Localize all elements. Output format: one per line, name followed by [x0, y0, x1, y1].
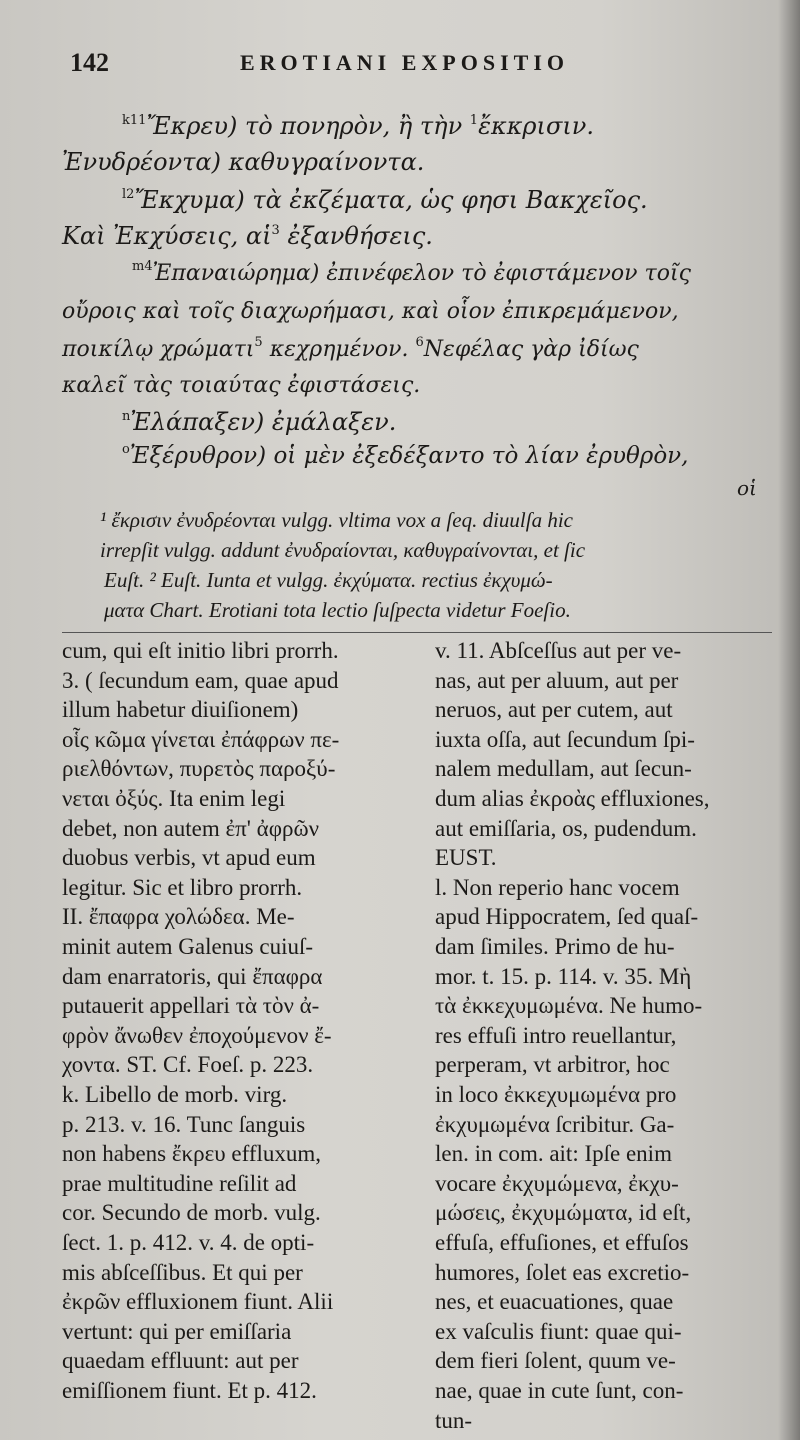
text-line: perperam, vt arbitror, hoc	[435, 1052, 670, 1078]
text-line: prae multitudine reſilit ad	[62, 1170, 297, 1196]
glossary-entry: $^o$Ἐξέρυθρον) οἱ μὲν ἐξεδέξαντο τὸ λίαν ἐρυθρὸν,	[122, 442, 689, 469]
text-line: effuſa, effuſiones, et effuſos	[435, 1230, 689, 1255]
text-line: minit autem Galenus cuiuſ-	[62, 934, 314, 959]
glossary-entry: $^{m4}$Ἐπαναιώρημα) ἐπινέφελον τὸ ἐφιστάμενον τοῖς	[132, 259, 691, 286]
text-line: v. 11. Abſceſſus aut per ve-	[435, 638, 682, 663]
text-line: II. ἔπαφρα χολώδεα. Me-	[62, 904, 295, 930]
page-edge-shadow	[778, 0, 800, 1440]
text-line: putauerit appellari τὰ τὸν ἀ-	[62, 993, 320, 1019]
text-line: τὰ ἐκκεχυμωμένα. Ne humo-	[435, 993, 703, 1019]
text-line: mor. t. 15. p. 114. v. 35. Μὴ	[435, 963, 692, 989]
glossary-entry: Ἐνυδρέοντα) καθυγραίνοντα.	[62, 148, 425, 176]
text-line: ἐκρῶν effluxionem fiunt. Alii	[62, 1289, 334, 1315]
text-line: cum, qui eſt initio libri prorrh.	[62, 638, 339, 663]
text-line: quaedam effluunt: aut per	[62, 1348, 299, 1374]
text-line: φρὸν ἄνωθεν ἐποχούμενον ἔ-	[62, 1022, 332, 1048]
running-title: EROTIANI EXPOSITIO	[240, 50, 570, 75]
text-line: vocare ἐκχυμώμενα, ἐκχυ-	[435, 1170, 679, 1196]
footnote-line: ¹ ἔκρισιν ἐνυδρέονται vulgg. vltima vox a ſeq. diuulſa hic	[100, 508, 573, 532]
text-line: mis abſceſſibus. Et qui per	[62, 1259, 303, 1285]
text-line: in loco ἐκκεχυμωμένα pro	[435, 1082, 677, 1107]
glossary-entry: ποικίλῳ χρώματι$^5$ κεχρημένον. $^6$Νεφέλας γὰρ ἰδίως	[62, 335, 639, 362]
glossary-entry: οἱ	[737, 476, 757, 500]
footnote-line: Euſt. ² Euſt. Iunta et vulgg. ἐκχύματα. rectius ἐκχυμώ-	[104, 568, 553, 592]
text-line: dam ſimiles. Primo de hu-	[435, 934, 675, 959]
text-line: legitur. Sic et libro prorrh.	[62, 874, 303, 900]
glossary-entry: $^{l2}$Ἔκχυμα) τὰ ἐκζέματα, ὡς φησι Βακχεῖος.	[122, 186, 648, 214]
text-line: ριελθόντων, πυρετὸς παροξύ-	[62, 756, 336, 782]
text-line: res effuſi intro reuellantur,	[435, 1022, 677, 1048]
text-line: duobus verbis, vt apud eum	[62, 845, 316, 871]
text-line: cor. Secundo de morb. vulg.	[62, 1200, 321, 1226]
text-line: ex vaſculis fiunt: quae qui-	[435, 1318, 682, 1344]
page-header	[70, 48, 770, 88]
text-line: EUST.	[435, 845, 497, 871]
text-line: νεται ὀξύς. Ita enim legi	[62, 786, 286, 811]
footnote-rule	[62, 632, 772, 633]
text-line: iuxta oſſa, aut ſecundum ſpi-	[435, 726, 695, 752]
text-line: neruos, aut per cutem, aut	[435, 697, 673, 723]
text-line: k. Libello de morb. virg.	[62, 1082, 288, 1107]
text-line: vertunt: qui per emiſſaria	[62, 1318, 292, 1344]
text-line: humores, ſolet eas excretio-	[435, 1259, 690, 1285]
text-line: dem fieri ſolent, quum ve-	[435, 1348, 676, 1374]
text-line: nae, quae in cute ſunt, con-	[435, 1378, 684, 1403]
footnote-line: irrepſit vulgg. addunt ἐνυδραίονται, καθυγραίνονται, et ſic	[100, 538, 586, 562]
text-line: apud Hippocratem, ſed quaſ-	[435, 904, 699, 930]
text-line: non habens ἔκρευ effluxum,	[62, 1141, 322, 1167]
text-line: len. in com. ait: Ipſe enim	[435, 1141, 672, 1167]
glossary-entry: Καὶ Ἐκχύσεις, αἱ$^3$ ἐξανθήσεις.	[62, 222, 433, 250]
text-line: emiſſionem fiunt. Et p. 412.	[62, 1378, 317, 1403]
text-line: tun-	[435, 1407, 473, 1433]
text-line: dum alias ἐκροὰς effluxiones,	[435, 786, 710, 811]
glossary-entry: $^n$Ἐλάπαξεν) ἐμάλαξεν.	[122, 408, 397, 436]
text-line: ἐκχυμωμένα ſcribitur. Ga-	[435, 1111, 675, 1137]
glossary-entry: οὔροις καὶ τοῖς διαχωρήμασι, καὶ οἷον ἐπικρεμάμενον,	[62, 299, 679, 324]
text-line: debet, non autem ἐπ' ἀφρῶν	[62, 815, 320, 841]
text-line: χοντα. ST. Cf. Foeſ. p. 223.	[62, 1052, 314, 1078]
text-line: illum habetur diuiſionem)	[62, 697, 299, 723]
text-line: nas, aut per aluum, aut per	[435, 667, 679, 693]
text-line: nes, et euacuationes, quae	[435, 1289, 674, 1315]
text-line: 3. ( ſecundum eam, quae apud	[62, 667, 339, 693]
page-number: 142	[70, 48, 109, 77]
text-line: μώσεις, ἐκχυμώματα, id eſt,	[435, 1200, 692, 1226]
text-line: aut emiſſaria, os, pudendum.	[435, 815, 697, 841]
text-line: p. 213. v. 16. Tunc ſanguis	[62, 1111, 306, 1137]
text-line: ſect. 1. p. 412. v. 4. de opti-	[62, 1230, 315, 1255]
text-line: οἷς κῶμα γίνεται ἐπάφρων πε-	[62, 726, 340, 752]
glossary-entry: καλεῖ τὰς τοιαύτας ἐφιστάσεις.	[62, 373, 421, 398]
footnote-line: ματα Chart. Erotiani tota lectio ſuſpecta videtur Foeſio.	[104, 598, 571, 622]
text-line: nalem medullam, aut ſecun-	[435, 756, 692, 782]
text-line: dam enarratoris, qui ἔπαφρα	[62, 963, 323, 989]
glossary-entry: $^{k11}$Ἔκρευ) τὸ πονηρὸν, ἢ τὴν $^1$ἔκκρισιν.	[122, 112, 594, 140]
text-line: l. Non reperio hanc vocem	[435, 874, 680, 900]
